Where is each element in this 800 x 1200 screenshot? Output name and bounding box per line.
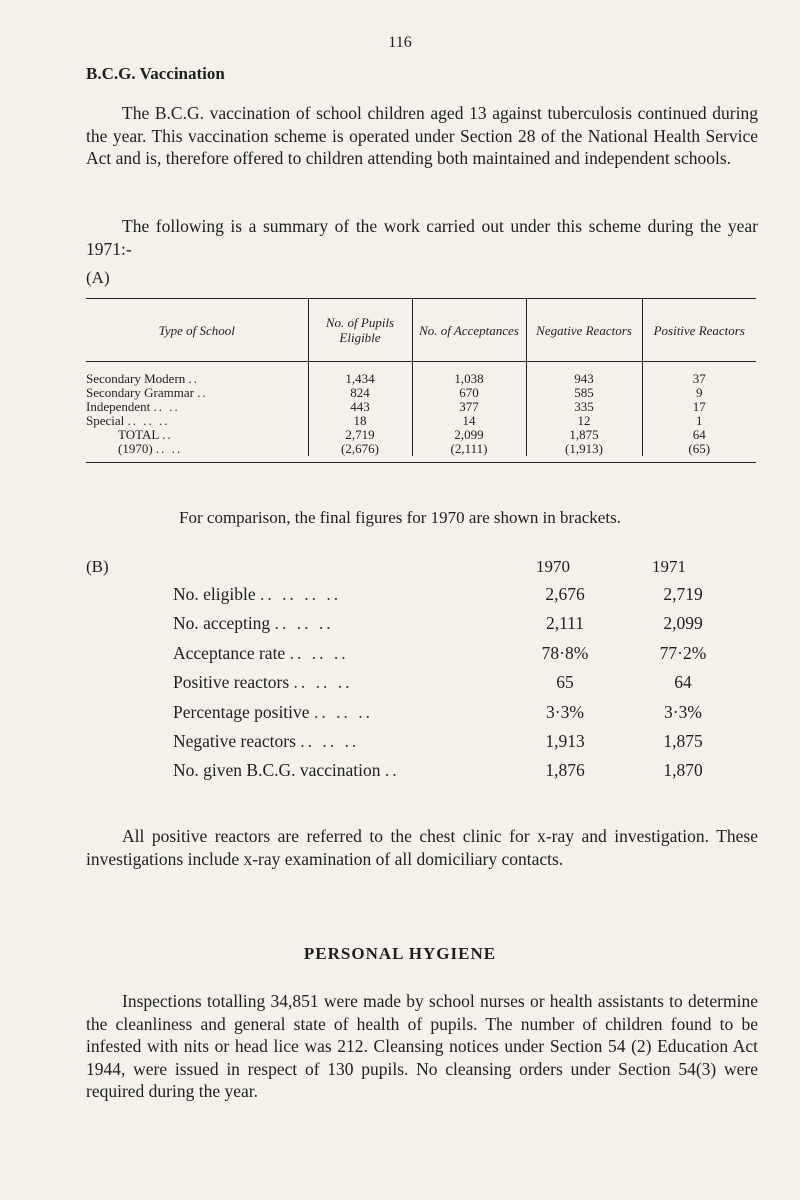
stat-row-positive-reactors [0,672,800,701]
total-row [86,428,756,442]
stat-value-1970: 2,111 [545,613,585,634]
school-type-name: Secondary Modern [86,371,186,386]
leader-dots: .. [162,427,173,442]
leader-dots: .. [384,760,400,781]
header-negative-reactors: Negative Reactors [526,299,642,362]
school-type-cell [86,400,308,414]
school-type-cell [86,386,308,400]
stat-value-1971: 64 [674,672,692,693]
stat-row-accepting [0,613,800,642]
stat-label [173,731,359,752]
leader-dots: .. .. [153,399,180,414]
stat-value-1970: 3·3% [546,701,584,722]
negative-cell: 943 [526,362,642,387]
year-header-1971: 1971 [652,557,686,576]
stat-row-percentage-positive [0,702,800,731]
eligible-cell: 18 [308,414,412,428]
school-type-cell [86,442,308,456]
positive-cell: (65) [642,442,756,456]
stat-label [173,760,400,781]
comparison-note: For comparison, the final figures for 1970 are shown in brackets. [179,508,621,527]
summary-intro-paragraph [86,215,758,260]
stat-label-text: Acceptance rate [173,642,286,663]
stat-value-1970: 65 [556,672,574,693]
positive-cell: 17 [642,400,756,414]
school-type-cell [86,362,308,387]
header-type-of-school: Type of School [86,299,308,362]
negative-cell: 12 [526,414,642,428]
leader-dots: .. .. .. [127,413,170,428]
school-type-cell [86,414,308,428]
stat-label [173,584,341,605]
leader-dots: .. .. .. [313,701,373,722]
school-type-cell [86,428,308,442]
personal-hygiene-heading: PERSONAL HYGIENE [303,944,497,963]
leader-dots: .. [197,385,208,400]
leader-dots: .. .. .. [274,613,334,634]
leader-dots: .. .. .. [300,730,360,751]
positive-cell: 37 [642,362,756,387]
table-row [86,386,756,400]
header-pupils-eligible: No. of Pupils Eligible [308,299,412,362]
eligible-cell: (2,676) [308,442,412,456]
stat-label [173,702,373,723]
bcg-intro-text: The B.C.G. vaccination of school children aged 13 against tuberculosis continued during the year. This vaccination scheme is operated under Section 28 of the National Health Service Act and is, therefore offered to children attending both maintained and independent schools. [86,103,758,168]
stat-label-text: Negative reactors [173,730,296,751]
stat-value-1971: 2,099 [663,613,703,634]
positive-cell: 9 [642,386,756,400]
positive-cell: 1 [642,414,756,428]
table-b-label: (B) [86,557,109,576]
referral-paragraph [86,825,758,870]
leader-dots: .. [188,371,200,386]
summary-table [86,299,756,456]
stat-label-text: No. accepting [173,613,271,634]
stat-row-negative-reactors [0,731,800,760]
bcg-intro-paragraph [86,102,758,170]
acceptances-cell: (2,111) [412,442,526,456]
leader-dots: .. .. .. [293,672,353,693]
eligible-cell: 1,434 [308,362,412,387]
acceptances-cell: 14 [412,414,526,428]
prior-year-label: (1970) [118,441,153,456]
page-number: 116 [388,34,412,51]
total-label: TOTAL [118,427,159,442]
stat-label [173,672,353,693]
acceptances-cell: 1,038 [412,362,526,387]
table-row [86,362,756,387]
school-type-name: Secondary Grammar [86,385,194,400]
stat-row-eligible [0,584,800,613]
stat-label-text: No. eligible [173,584,256,604]
stat-value-1971: 3·3% [664,701,702,722]
summary-intro-text: The following is a summary of the work carried out under this scheme during the year 1971:- [86,216,758,259]
acceptances-cell: 377 [412,400,526,414]
stat-label [173,613,334,634]
stat-value-1970: 1,913 [545,730,585,751]
table-row [86,400,756,414]
positive-cell: 64 [642,428,756,442]
stat-value-1970: 1,876 [545,760,585,781]
hygiene-paragraph [86,990,758,1103]
negative-cell: 335 [526,400,642,414]
stat-value-1971: 2,719 [663,584,703,604]
table-header-row [86,299,756,362]
stat-row-vaccinated [0,760,800,789]
stat-value-1971: 77·2% [659,642,707,663]
stat-value-1970: 78·8% [541,642,589,663]
referral-text: All positive reactors are referred to the chest clinic for x-ray and investigation. These investigations include x-ray examination of all domiciliary contacts. [86,826,758,869]
bcg-vaccination-heading: B.C.G. Vaccination [86,64,225,83]
stat-label-text: No. given B.C.G. vaccination [173,760,381,781]
school-type-name: Special [86,413,125,428]
eligible-cell: 824 [308,386,412,400]
table-bottom-rule [86,462,756,463]
header-positive-reactors: Positive Reactors [642,299,756,362]
stat-label [173,643,349,664]
negative-cell: 1,875 [526,428,642,442]
stat-value-1970: 2,676 [545,584,585,604]
header-acceptances: No. of Acceptances [412,299,526,362]
prior-year-row [86,442,756,456]
comparison-statistics [0,584,800,790]
leader-dots: .. .. [155,441,183,456]
negative-cell: (1,913) [526,442,642,456]
table-a-label: (A) [86,268,110,287]
acceptances-cell: 670 [412,386,526,400]
stat-row-acceptance-rate [0,643,800,672]
leader-dots: .. .. .. .. [260,584,342,604]
hygiene-text: Inspections totalling 34,851 were made by school nurses or health assistants to determine the cleanliness and general state of health of pupils. The number of children found to be infested with nits or head lice was 212. Cleansing notices under Section 54 (2) Education Act 1944, were issued in respect of 130 pupils. No cleansing orders under Section 54(3) were required during the year. [86,991,758,1101]
stat-value-1971: 1,870 [663,760,703,781]
year-header-1970: 1970 [536,557,570,576]
stat-label-text: Percentage positive [173,701,310,722]
negative-cell: 585 [526,386,642,400]
acceptances-cell: 2,099 [412,428,526,442]
table-row [86,414,756,428]
leader-dots: .. .. .. [289,642,349,663]
stat-label-text: Positive reactors [173,672,290,693]
eligible-cell: 443 [308,400,412,414]
school-type-name: Independent [86,399,151,414]
eligible-cell: 2,719 [308,428,412,442]
school-summary-table [86,298,756,463]
stat-value-1971: 1,875 [663,730,703,751]
